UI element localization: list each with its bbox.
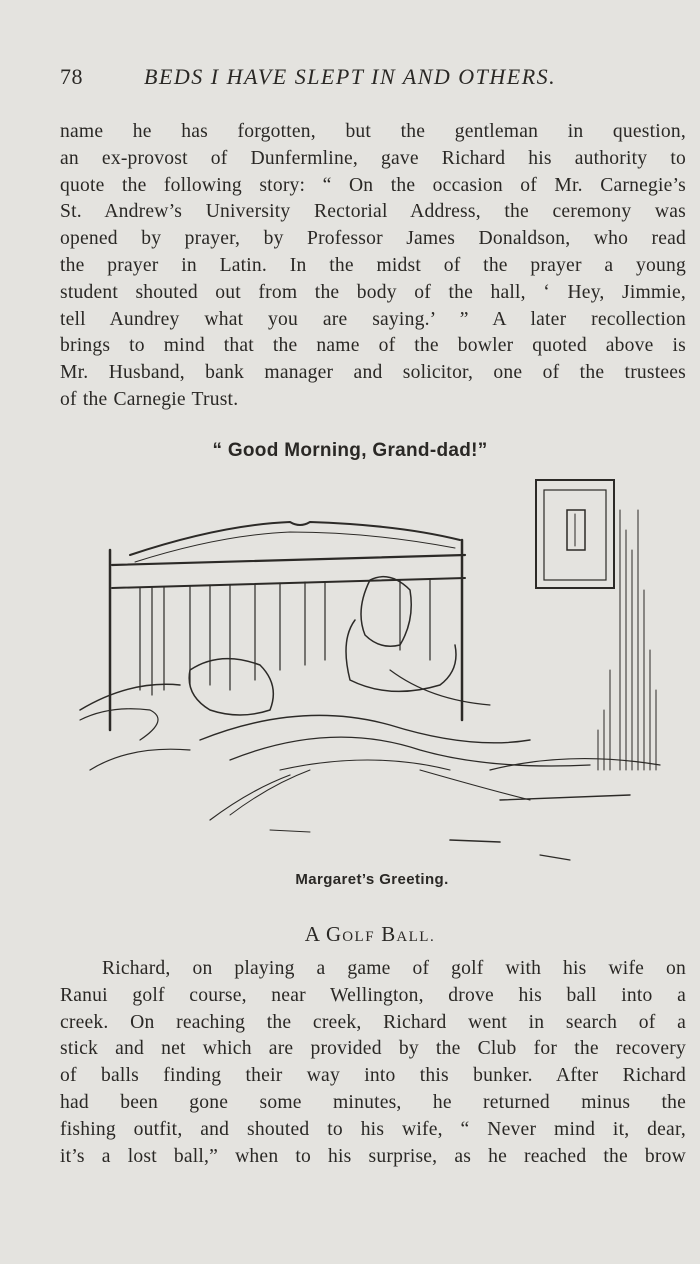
text-line: of balls finding their way into this bunker. After Richard xyxy=(60,1065,686,1087)
text-line: Ranui golf course, near Wellington, drove his ball into a xyxy=(60,984,686,1006)
text-line: student shouted out from the body of the hall, ‘ Hey, Jimmie, xyxy=(60,281,686,303)
running-head: BEDS I HAVE SLEPT IN AND OTHERS. xyxy=(144,64,557,89)
bed-illustration xyxy=(70,470,680,870)
section-title-word2: BALL. xyxy=(381,922,436,946)
text-line: tell Aundrey what you are saying.’ ” A later recollection xyxy=(60,308,686,330)
section-title-initial: A xyxy=(304,922,320,946)
text-line: opened by prayer, by Professor James Donaldson, who read xyxy=(60,228,686,250)
section-title-word1: GOLF xyxy=(326,922,376,946)
text-line: fishing outfit, and shouted to his wife, “ Never mind it, dear, xyxy=(60,1118,686,1140)
text-line: name he has forgotten, but the gentleman in question, xyxy=(60,121,686,142)
text-line: had been gone some minutes, he returned minus the xyxy=(60,1091,686,1113)
text-line: quote the following story: “ On the occasion of Mr. Carnegie’s xyxy=(60,174,686,196)
text-line: it’s a lost ball,” when to his surprise, as he reached the brow xyxy=(60,1145,686,1167)
text-line: the prayer in Latin. In the midst of the prayer a young xyxy=(60,254,686,276)
text-line: Mr. Husband, bank manager and solicitor, one of the trustees xyxy=(60,362,686,384)
text-line: Richard, on playing a game of golf with his wife on xyxy=(102,958,686,979)
illustration-caption: Margaret’s Greeting. xyxy=(295,871,449,888)
text-line: brings to mind that the name of the bowler quoted above is xyxy=(60,335,686,357)
illustration-title: “ Good Morning, Grand-dad!” xyxy=(212,440,488,461)
text-line: St. Andrew’s University Rectorial Address, the ceremony was xyxy=(60,201,686,223)
paragraph-top xyxy=(60,119,686,414)
text-line: stick and net which are provided by the Club for the recovery xyxy=(60,1038,686,1060)
paragraph-golf xyxy=(60,956,686,1170)
text-line: of the Carnegie Trust. xyxy=(60,388,239,410)
section-title xyxy=(0,922,700,947)
text-line: creek. On reaching the creek, Richard went in search of a xyxy=(60,1011,686,1033)
page-header xyxy=(60,64,620,96)
page-number: 78 xyxy=(60,64,83,89)
text-line: an ex-provost of Dunfermline, gave Richard his authority to xyxy=(60,147,686,169)
